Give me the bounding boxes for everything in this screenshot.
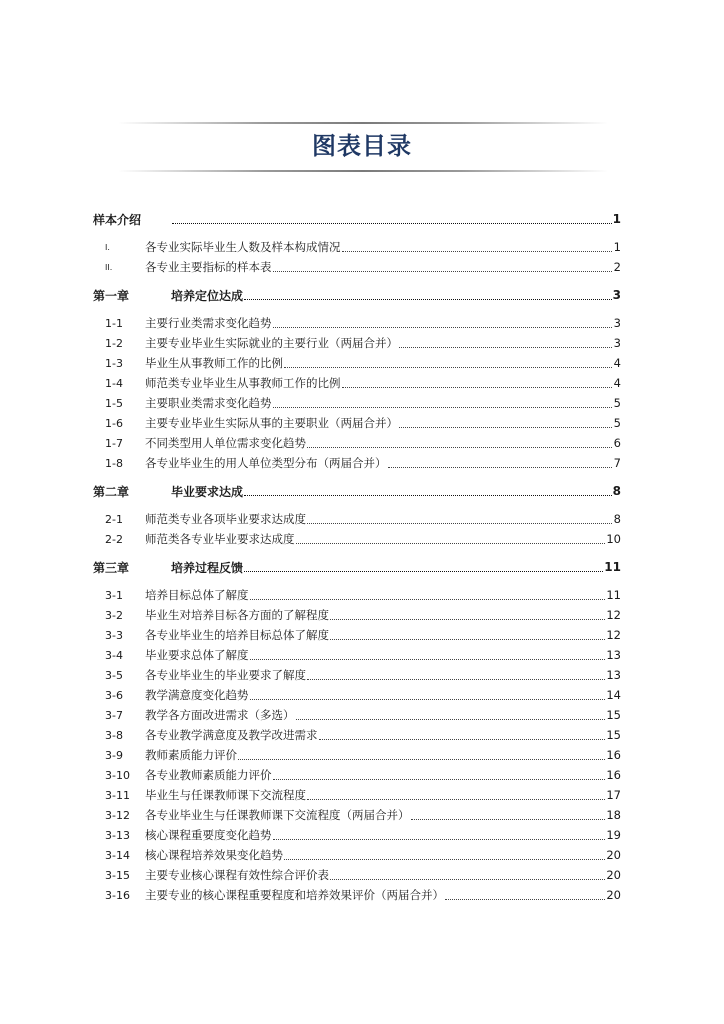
toc-entry[interactable] [93, 374, 621, 392]
toc-entry[interactable] [93, 394, 621, 412]
toc-entry-label: 各专业毕业生的培养目标总体了解度 [145, 628, 329, 642]
toc-entry-label: 各专业毕业生的用人单位类型分布（两届合并） [145, 456, 387, 470]
dot-leader [342, 242, 613, 252]
dot-leader [399, 338, 612, 348]
toc-entry-page: 18 [606, 808, 621, 822]
toc-entry-number: 2-2 [105, 532, 123, 546]
toc-entry-label: 各专业教师素质能力评价 [145, 768, 272, 782]
toc-entry[interactable] [93, 846, 621, 864]
toc-entry[interactable] [93, 886, 621, 904]
dot-leader [273, 318, 613, 328]
toc-entry-label: 毕业生对培养目标各方面的了解程度 [145, 608, 329, 622]
toc-entry-number: 3-5 [105, 668, 123, 682]
toc-entry-label: 各专业毕业生与任课教师课下交流程度（两届合并） [145, 808, 410, 822]
toc-entry-page: 13 [606, 668, 621, 682]
toc-entry-page: 12 [606, 608, 621, 622]
dot-leader [307, 670, 605, 680]
dot-leader [342, 378, 613, 388]
toc-entry-page: 6 [613, 436, 621, 450]
toc-entry-number: 1-7 [105, 436, 123, 450]
dot-leader [244, 562, 603, 572]
dot-leader [330, 630, 605, 640]
toc-entry-page: 7 [613, 456, 621, 470]
dot-leader [273, 770, 606, 780]
toc-chapter-entry[interactable] [93, 286, 621, 304]
toc-entry-page: 11 [606, 588, 621, 602]
toc-entry[interactable] [93, 706, 621, 724]
dot-leader [330, 610, 605, 620]
toc-entry-label: 毕业生从事教师工作的比例 [145, 356, 283, 370]
toc-entry-page: 3 [613, 336, 621, 350]
toc-entry-page: 10 [606, 532, 621, 546]
toc-entry-label: 各专业主要指标的样本表 [145, 260, 272, 274]
toc-entry[interactable] [93, 354, 621, 372]
toc-entry-number: 1-2 [105, 336, 123, 350]
toc-entry-number: 1-6 [105, 416, 123, 430]
dot-leader [296, 534, 606, 544]
toc-entry[interactable] [93, 686, 621, 704]
toc-entry-page: 3 [612, 288, 621, 302]
toc-chapter-entry[interactable] [93, 482, 621, 500]
dot-leader [284, 850, 605, 860]
dot-leader [296, 710, 606, 720]
toc-entry-page: 17 [606, 788, 621, 802]
toc-entry-page: 13 [606, 648, 621, 662]
toc-entry-page: 4 [613, 356, 621, 370]
toc-entry-page: 4 [613, 376, 621, 390]
toc-chapter-entry[interactable] [93, 210, 621, 228]
toc-entry-page: 19 [606, 828, 621, 842]
dot-leader [273, 398, 613, 408]
toc-entry-page: 2 [613, 260, 621, 274]
toc-entry[interactable] [93, 786, 621, 804]
toc-entry-label: 主要专业核心课程有效性综合评价表 [145, 868, 329, 882]
dot-leader [330, 870, 605, 880]
toc-entry-page: 8 [612, 484, 621, 498]
toc-entry-number: 1-5 [105, 396, 123, 410]
dot-leader [284, 358, 612, 368]
toc-entry-label: 主要专业的核心课程重要程度和培养效果评价（两届合并） [145, 888, 444, 902]
toc-entry[interactable] [93, 666, 621, 684]
toc-entry[interactable] [93, 314, 621, 332]
dot-leader [244, 290, 612, 300]
toc-entry[interactable] [93, 726, 621, 744]
toc-entry[interactable] [93, 334, 621, 352]
toc-entry-number: 第三章 [93, 560, 130, 575]
toc-entry-number: 3-15 [105, 868, 130, 882]
dot-leader [307, 438, 612, 448]
toc-entry-label: 主要职业类需求变化趋势 [145, 396, 272, 410]
toc-entry-label: 毕业要求达成 [171, 484, 244, 499]
toc-entry-page: 15 [606, 708, 621, 722]
toc-entry-label: 各专业实际毕业生人数及样本构成情况 [145, 240, 341, 254]
dot-leader [172, 214, 612, 224]
toc-entry-page: 5 [613, 396, 621, 410]
toc-entry-page: 16 [606, 768, 621, 782]
toc-entry-number: 3-6 [105, 688, 123, 702]
title-block [0, 118, 724, 180]
toc-entry-page: 1 [613, 240, 621, 254]
dot-leader [307, 514, 612, 524]
dot-leader [411, 810, 606, 820]
toc-entry-number: 第一章 [93, 288, 130, 303]
toc-entry-page: 16 [606, 748, 621, 762]
toc-entry-label: 不同类型用人单位需求变化趋势 [145, 436, 306, 450]
dot-leader [399, 418, 612, 428]
toc-entry-number: 3-4 [105, 648, 123, 662]
toc-entry[interactable] [93, 586, 621, 604]
page-title: 图表目录 [312, 132, 412, 160]
toc-entry-number: II. [105, 262, 113, 272]
toc-entry-label: 师范类各专业毕业要求达成度 [145, 532, 295, 546]
toc-entry[interactable] [93, 258, 621, 276]
toc-entry-number: 3-7 [105, 708, 123, 722]
toc-entry-number: 3-16 [105, 888, 130, 902]
toc-entry-label: 主要专业毕业生实际从事的主要职业（两届合并） [145, 416, 398, 430]
toc-entry-label: 培养目标总体了解度 [145, 588, 249, 602]
toc-entry-label: 师范类专业毕业生从事教师工作的比例 [145, 376, 341, 390]
toc-entry-label: 培养过程反馈 [171, 560, 244, 575]
dot-leader [244, 486, 612, 496]
toc-entry[interactable] [93, 434, 621, 452]
toc-entry-label: 主要行业类需求变化趋势 [145, 316, 272, 330]
toc-entry-number: 1-3 [105, 356, 123, 370]
toc-entry-label: 各专业毕业生的毕业要求了解度 [145, 668, 306, 682]
dot-leader [250, 650, 606, 660]
toc-entry-number: 3-10 [105, 768, 130, 782]
toc-entry-label: 培养定位达成 [171, 288, 244, 303]
toc-chapter-entry[interactable] [93, 558, 621, 576]
toc-entry[interactable] [93, 746, 621, 764]
dot-leader [250, 690, 606, 700]
toc-entry-number: 3-13 [105, 828, 130, 842]
toc-entry[interactable] [93, 646, 621, 664]
title-divider-top [118, 122, 608, 124]
toc-entry-label: 各专业教学满意度及教学改进需求 [145, 728, 318, 742]
toc-entry-page: 20 [606, 848, 621, 862]
dot-leader [388, 458, 613, 468]
toc-entry-page: 8 [613, 512, 621, 526]
toc-entry[interactable] [93, 510, 621, 528]
toc-entry-label: 核心课程培养效果变化趋势 [145, 848, 283, 862]
dot-leader [250, 590, 606, 600]
toc-entry-number: 第二章 [93, 484, 130, 499]
dot-leader [273, 262, 613, 272]
toc-entry-label: 教师素质能力评价 [145, 748, 237, 762]
toc-entry-number: 3-1 [105, 588, 123, 602]
toc-entry-number: 3-12 [105, 808, 130, 822]
toc-entry-page: 5 [613, 416, 621, 430]
toc-entry-page: 12 [606, 628, 621, 642]
toc-entry-number: 3-14 [105, 848, 130, 862]
toc-entry-page: 3 [613, 316, 621, 330]
dot-leader [319, 730, 606, 740]
toc-entry[interactable] [93, 530, 621, 548]
toc-entry-label: 教学满意度变化趋势 [145, 688, 249, 702]
toc-entry-page: 14 [606, 688, 621, 702]
toc-entry-number: I. [105, 242, 110, 252]
toc-entry-label: 毕业生与任课教师课下交流程度 [145, 788, 306, 802]
toc-entry-number: 3-11 [105, 788, 130, 802]
toc-entry[interactable] [93, 414, 621, 432]
toc-entry-number: 1-8 [105, 456, 123, 470]
toc-entry-label: 主要专业毕业生实际就业的主要行业（两届合并） [145, 336, 398, 350]
toc-entry-number: 1-1 [105, 316, 123, 330]
toc-entry[interactable] [93, 238, 621, 256]
toc-entry[interactable] [93, 866, 621, 884]
toc-entry-number: 3-2 [105, 608, 123, 622]
toc-entry[interactable] [93, 626, 621, 644]
toc-entry-page: 11 [604, 560, 621, 574]
toc-entry[interactable] [93, 826, 621, 844]
title-divider-bottom [118, 170, 608, 172]
toc-entry-number: 3-3 [105, 628, 123, 642]
toc-entry-number: 样本介绍 [93, 212, 142, 227]
toc-entry[interactable] [93, 454, 621, 472]
toc-entry-label: 教学各方面改进需求（多选） [145, 708, 295, 722]
toc-entry-page: 1 [612, 212, 621, 226]
toc-entry[interactable] [93, 606, 621, 624]
toc-entry-number: 2-1 [105, 512, 123, 526]
toc-entry[interactable] [93, 806, 621, 824]
toc-entry-page: 20 [606, 888, 621, 902]
toc-entry-label: 师范类专业各项毕业要求达成度 [145, 512, 306, 526]
dot-leader [445, 890, 605, 900]
toc-entry-number: 1-4 [105, 376, 123, 390]
toc-entry-number: 3-9 [105, 748, 123, 762]
toc-entry-page: 15 [606, 728, 621, 742]
dot-leader [307, 790, 605, 800]
toc-entry-page: 20 [606, 868, 621, 882]
toc-entry[interactable] [93, 766, 621, 784]
toc-entry-label: 核心课程重要度变化趋势 [145, 828, 272, 842]
toc-entry-number: 3-8 [105, 728, 123, 742]
dot-leader [273, 830, 606, 840]
toc-entry-label: 毕业要求总体了解度 [145, 648, 249, 662]
dot-leader [238, 750, 605, 760]
